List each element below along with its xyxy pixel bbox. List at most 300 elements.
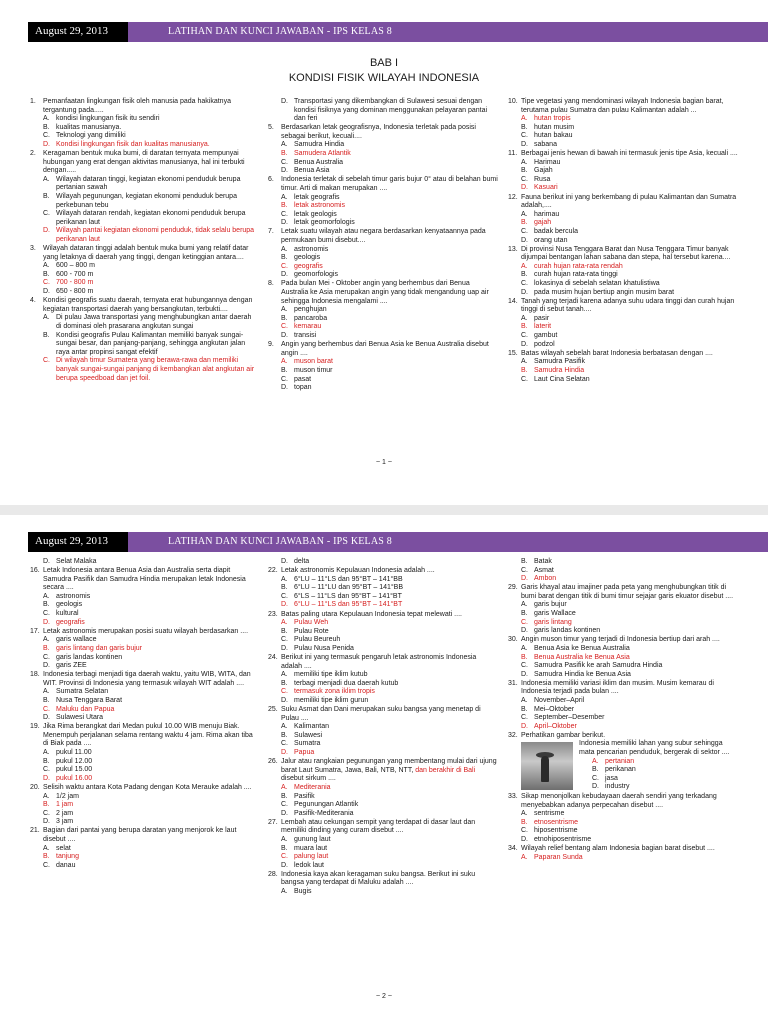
option-letter: D. xyxy=(281,98,288,105)
option-letter: C. xyxy=(521,827,528,835)
option xyxy=(30,662,258,671)
question-text: Wilayah dataran tinggi adalah bentuk muka bumi yang relatif datar yang letaknya di daerah yang tinggi, dengan ketinggian antara.... xyxy=(43,245,249,261)
question-item xyxy=(30,98,258,150)
highlighted-text: dan berakhir di Bali xyxy=(415,766,476,774)
option xyxy=(268,558,498,567)
question-number: 13. xyxy=(508,245,518,253)
question-item xyxy=(30,784,258,827)
option-text: 600 - 700 m xyxy=(56,270,94,278)
option-text: Selat Malaka xyxy=(56,558,97,565)
question-stem xyxy=(268,228,498,245)
question-text: Letak astronomis Kepulauan Indonesia adalah .... xyxy=(281,567,435,575)
option-letter: A. xyxy=(521,314,528,322)
option-text: hutan tropis xyxy=(534,115,571,123)
question-text: Batas wilayah sebelah barat Indonesia berbatasan dengan .... xyxy=(521,349,713,357)
option-letter: D. xyxy=(521,236,528,244)
option-letter: D. xyxy=(521,140,528,148)
option xyxy=(508,124,738,133)
option xyxy=(268,628,498,637)
continued-options xyxy=(268,558,498,567)
option-text: danau xyxy=(56,861,76,869)
option xyxy=(508,610,738,619)
page-separator xyxy=(0,505,768,515)
question-stem xyxy=(30,98,258,115)
answer-option xyxy=(508,263,738,272)
question-item xyxy=(508,680,738,732)
option-letter: B. xyxy=(521,323,528,331)
option-letter: A. xyxy=(521,853,528,861)
page-number: ~ 1 ~ xyxy=(376,459,392,466)
option-text: Batak xyxy=(534,558,552,565)
option-letter: A. xyxy=(43,592,50,600)
option-letter: B. xyxy=(592,766,599,774)
question-text: Fauna berikut ini yang berkembang di pulau Kalimantan dan Sumatra adalah,.... xyxy=(521,193,737,210)
option-text: garis landas kontinen xyxy=(56,653,123,661)
option-letter: C. xyxy=(43,132,50,140)
option-text: Samudra Hindia xyxy=(534,366,585,374)
option-text: geomorfologis xyxy=(294,271,338,279)
option-text: 2 jam xyxy=(56,809,74,817)
option-text: 6°LU – 11°LU dan 95°BT – 141°BB xyxy=(294,584,404,592)
option xyxy=(508,167,738,176)
question-item xyxy=(508,732,738,793)
question-item xyxy=(268,706,498,758)
answer-option xyxy=(268,358,498,367)
option xyxy=(508,237,738,246)
question-item xyxy=(508,246,738,298)
option xyxy=(508,671,738,680)
chapter-title xyxy=(0,56,768,86)
option xyxy=(268,254,498,263)
option-letter: B. xyxy=(43,697,50,704)
question-text: Pada bulan Mei - Oktober angin yang berhembus dari Benua Australia ke Asia merupakan angin yang tidak mengandung uap air sehingga Indonesia mengalami .... xyxy=(281,280,489,305)
option-text: muson barat xyxy=(294,358,333,366)
question-number: 28. xyxy=(268,870,278,878)
option-text: geologis xyxy=(56,601,83,609)
question-stem xyxy=(508,98,738,115)
question-number: 33. xyxy=(508,792,518,800)
question-stem xyxy=(508,350,738,359)
option-letter: D. xyxy=(521,340,528,348)
question-number: 20. xyxy=(30,783,40,791)
option-text: gambut xyxy=(534,332,558,340)
question-number: 19. xyxy=(30,723,40,731)
option-text: penghujan xyxy=(294,306,327,314)
option-letter: C. xyxy=(281,375,288,383)
option-text: transisi xyxy=(294,332,317,340)
answer-option xyxy=(268,601,498,610)
option-letter: D. xyxy=(281,644,288,652)
option-letter: D. xyxy=(281,861,288,869)
option xyxy=(508,706,738,715)
question-item xyxy=(508,845,738,862)
option-letter: A. xyxy=(521,810,528,818)
option-letter: A. xyxy=(43,314,50,322)
option-letter: D. xyxy=(281,809,288,817)
option-text: Asmat xyxy=(534,566,554,574)
option-letter: A. xyxy=(43,262,50,270)
option-text: selat xyxy=(56,844,71,852)
question-stem xyxy=(268,176,498,193)
option-letter: A. xyxy=(43,636,50,644)
question-item xyxy=(30,245,258,297)
option-text: 700 - 800 m xyxy=(56,279,94,287)
option-letter: A. xyxy=(281,783,288,791)
option xyxy=(30,610,258,619)
person-shape xyxy=(541,756,549,782)
option xyxy=(30,688,258,697)
option xyxy=(30,793,258,802)
answer-option xyxy=(30,801,258,810)
option-letter: C. xyxy=(43,610,50,618)
option-text: Wilayah pantai kegiatan ekonomi penduduk, tidak selalu berupa perikanan laut xyxy=(56,227,255,243)
question-stem xyxy=(30,567,258,593)
option xyxy=(268,801,498,810)
option-letter: B. xyxy=(281,731,288,739)
question-text: Keragaman bentuk muka bumi, di daratan ternyata mempunyai hubungan yang erat dengan aktivitas manusianya, hal ini terbukti dengan..... xyxy=(43,150,245,175)
question-stem xyxy=(508,732,738,741)
option xyxy=(30,714,258,723)
option-letter: D. xyxy=(281,219,288,227)
option-letter: A. xyxy=(281,723,288,731)
question-text: Pemanfaatan lingkungan fisik oleh manusia pada hakikatnya tergantung pada..... xyxy=(43,98,231,114)
option-text: hutan musim xyxy=(534,123,575,131)
question-number: 2. xyxy=(30,150,36,158)
option xyxy=(30,601,258,610)
question-text: Jika Rima berangkat dari Medan pukul 10.00 WIB menuju Biak. Menempuh perjalanan selama rentang waktu 4 jam. Rima akan tiba di Biak pada .... xyxy=(43,723,253,748)
question-number: 4. xyxy=(30,297,36,305)
option xyxy=(508,836,738,845)
option xyxy=(268,219,498,228)
option xyxy=(579,775,738,784)
option-letter: A. xyxy=(592,757,599,765)
option-letter: D. xyxy=(281,697,288,704)
option-letter: D. xyxy=(281,749,288,757)
option-letter: D. xyxy=(521,627,528,635)
option-text: Pegunungan Atlantik xyxy=(294,801,359,809)
option-text: curah hujan rata-rata tinggi xyxy=(534,271,618,279)
question-text: Angin yang berhembus dari Benua Asia ke Benua Australia disebut angin .... xyxy=(281,341,489,357)
option xyxy=(268,159,498,168)
question-stem xyxy=(508,298,738,315)
option-text: garis ZEE xyxy=(56,662,87,670)
question-text: Wilayah relief bentang alam Indonesia bagian barat disebut .... xyxy=(521,845,715,853)
option-text: gajah xyxy=(534,219,552,227)
option-text: pukul 12.00 xyxy=(56,757,93,765)
option-text: harimau xyxy=(534,210,560,218)
option-letter: D. xyxy=(521,670,528,678)
option xyxy=(30,749,258,758)
figure-block xyxy=(508,740,738,792)
option-text: curah hujan rata-rata rendah xyxy=(534,262,623,270)
option xyxy=(268,862,498,871)
question-text: Tanah yang terjadi karena adanya suhu udara tinggi dan curah hujan tinggi di sebut tanah.... xyxy=(521,297,735,314)
option-text: industry xyxy=(605,783,630,791)
option-text: orang utan xyxy=(534,236,568,244)
chapter-name: KONDISI FISIK WILAYAH INDONESIA xyxy=(288,72,480,84)
option-text: November–April xyxy=(534,697,585,704)
option xyxy=(30,862,258,871)
question-text: Kondisi geografis suatu daerah, ternyata erat hubungannya dengan kegiatan transportasi daerah yang bersangkutan, terbukti.... xyxy=(43,297,253,313)
option xyxy=(268,576,498,585)
question-stem xyxy=(268,706,498,723)
question-item xyxy=(30,671,258,723)
option-letter: C. xyxy=(281,636,288,644)
option-text: 3 jam xyxy=(56,818,74,826)
option-letter: A. xyxy=(281,193,288,201)
question-number: 1. xyxy=(30,98,36,105)
question-number: 9. xyxy=(268,341,274,349)
option-letter: C. xyxy=(521,566,528,574)
question-stem xyxy=(30,827,258,844)
option-letter: C. xyxy=(281,688,288,696)
question-number: 34. xyxy=(508,845,518,853)
option xyxy=(268,141,498,150)
option xyxy=(30,132,258,141)
option-letter: D. xyxy=(43,558,50,565)
option xyxy=(268,740,498,749)
option-text: Sulawesi Utara xyxy=(56,714,104,722)
option-text: Kondisi geografis Pulau Kalimantan memiliki banyak sungai-sungai besar, dan panjang-panjang, sehingga angkutan jalan raya antar propinsi sangat efektif xyxy=(56,331,246,356)
question-item xyxy=(508,194,738,246)
option-letter: C. xyxy=(281,210,288,218)
option xyxy=(508,697,738,706)
option xyxy=(268,645,498,654)
question-text: Tipe vegetasi yang mendominasi wilayah Indonesia bagian barat, terutama pulau Sumatra dan pulau Kalimantan adalah ... xyxy=(521,98,724,114)
option-letter: A. xyxy=(281,888,288,896)
option xyxy=(30,271,258,280)
continued-options xyxy=(508,558,738,584)
option-letter: B. xyxy=(43,601,50,609)
question-item xyxy=(30,827,258,870)
option xyxy=(268,194,498,203)
option-text: etnosentrisme xyxy=(534,818,578,826)
option xyxy=(508,358,738,367)
option-text: Pulau Weh xyxy=(294,619,329,627)
option-text: podzol xyxy=(534,340,555,348)
question-text: Indonesia memiliki variasi iklim dan musim. Musim kemarau di Indonesia terjadi pada bulan .... xyxy=(521,679,714,696)
option-text: perikanan xyxy=(605,766,636,774)
answer-option xyxy=(30,619,258,628)
question-stem xyxy=(268,341,498,358)
option-letter: B. xyxy=(281,679,288,687)
answer-option xyxy=(508,323,738,332)
option-letter: A. xyxy=(281,836,288,843)
option-text: 1/2 jam xyxy=(56,792,79,800)
question-number: 27. xyxy=(268,818,278,826)
option-letter: B. xyxy=(521,271,528,279)
option-text: garis Wallace xyxy=(534,610,576,618)
option-text: pancaroba xyxy=(294,314,328,322)
answer-option xyxy=(268,784,498,793)
option xyxy=(30,758,258,767)
figure-caption: Indonesia memiliki lahan yang subur sehingga mata pencarian penduduk, bergerak di sektor .... xyxy=(579,740,730,757)
option-letter: C. xyxy=(281,158,288,166)
option-text: topan xyxy=(294,384,312,392)
option-letter: C. xyxy=(281,262,288,270)
option xyxy=(30,332,258,358)
question-text: Bagian dari pantai yang berupa daratan yang menjorok ke laut disebut .... xyxy=(43,827,237,843)
question-item xyxy=(268,758,498,818)
option xyxy=(508,211,738,220)
option-text: 6°LU – 11°LS dan 95°BT – 141°BT xyxy=(294,601,403,609)
question-stem xyxy=(30,723,258,749)
question-item xyxy=(508,793,738,845)
question-item xyxy=(508,98,738,150)
question-stem xyxy=(30,150,258,176)
option-text: Benua Australia ke Benua Asia xyxy=(534,653,630,661)
answer-option xyxy=(30,645,258,654)
option-letter: C. xyxy=(43,279,50,287)
option-letter: C. xyxy=(521,375,528,383)
option-text: tanjung xyxy=(56,853,79,861)
question-text: Sikap menonjolkan kebudayaan daerah sendiri yang terkadang menyebabkan adanya perpecahan disebut .... xyxy=(521,792,717,809)
option-letter: A. xyxy=(521,210,528,218)
question-item xyxy=(268,567,498,610)
question-item xyxy=(268,228,498,280)
option xyxy=(508,662,738,671)
question-number: 15. xyxy=(508,349,518,357)
answer-option xyxy=(268,263,498,272)
option-letter: B. xyxy=(43,644,50,652)
option-text: 6°LU – 11°LS dan 95°BT – 141°BB xyxy=(294,575,403,583)
question-text: Letak Indonesia antara Benua Asia dan Australia serta diapit Samudra Pasifik dan Samudra Hindia merupakan letak Indonesia secara .... xyxy=(43,567,246,592)
question-number: 14. xyxy=(508,297,518,305)
option xyxy=(268,793,498,802)
option-text: Samudra Hindia ke Benua Asia xyxy=(534,670,631,678)
option-text: Benua Asia ke Benua Australia xyxy=(534,644,630,652)
question-stem xyxy=(30,784,258,793)
option xyxy=(268,636,498,645)
option-letter: D. xyxy=(592,783,599,791)
option-letter: C. xyxy=(43,357,50,365)
option-text: badak bercula xyxy=(534,227,578,235)
option-letter: D. xyxy=(43,662,50,670)
option-text: Papua xyxy=(294,749,315,757)
question-number: 7. xyxy=(268,228,274,236)
option xyxy=(508,159,738,168)
answer-option xyxy=(508,184,738,193)
option xyxy=(508,376,738,385)
option xyxy=(268,584,498,593)
question-item xyxy=(30,723,258,783)
question-stem xyxy=(508,584,738,601)
option xyxy=(30,176,258,193)
option-text: astronomis xyxy=(294,245,329,253)
option-text: Paparan Sunda xyxy=(534,853,583,861)
option-text: Sumatra xyxy=(294,740,321,748)
answer-option xyxy=(508,819,738,828)
option-text: Samudera Atlantik xyxy=(294,150,351,158)
answer-option xyxy=(508,723,738,732)
option-letter: D. xyxy=(43,818,50,826)
question-stem xyxy=(30,297,258,314)
option xyxy=(30,262,258,271)
option-letter: B. xyxy=(281,584,288,592)
option xyxy=(268,810,498,819)
option-letter: B. xyxy=(281,314,288,322)
answer-option xyxy=(508,654,738,663)
question-column-3 xyxy=(508,98,738,385)
option-letter: B. xyxy=(521,610,528,618)
option xyxy=(30,818,258,827)
option-letter: D. xyxy=(43,774,50,782)
option xyxy=(508,558,738,567)
option-letter: A. xyxy=(281,671,288,679)
answer-option xyxy=(30,357,258,383)
option-text: laterit xyxy=(534,323,552,331)
option-text: Laut Cina Selatan xyxy=(534,375,590,383)
option-letter: A. xyxy=(43,688,50,696)
question-text: Batas paling utara Kepulauan Indonesia tepat melewati .... xyxy=(281,610,462,618)
question-column-1 xyxy=(30,558,258,871)
question-text: Berdasarkan letak geografisnya, Indonesia terletak pada posisi sebagai berikut, kecuali.... xyxy=(281,124,476,140)
option-text: astronomis xyxy=(56,592,91,600)
option-letter: D. xyxy=(521,835,528,843)
question-number: 12. xyxy=(508,193,518,201)
question-item xyxy=(268,124,498,176)
answer-option xyxy=(268,853,498,862)
option-letter: B. xyxy=(43,757,50,765)
option xyxy=(508,810,738,819)
option xyxy=(30,845,258,854)
option xyxy=(30,810,258,819)
answer-option xyxy=(268,619,498,628)
question-number: 25. xyxy=(268,706,278,714)
question-text: Letak suatu wilayah atau negara berdasarkan kenyataannya pada permukaan bumi disebut.... xyxy=(281,228,486,244)
question-text: Suku Asmat dan Dani merupakan suku bangsa yang menetap di Pulau .... xyxy=(281,706,481,722)
question-stem xyxy=(30,245,258,262)
question-number: 17. xyxy=(30,627,40,635)
option-text: September–Desember xyxy=(534,714,605,722)
question-stem xyxy=(268,819,498,836)
answer-option xyxy=(268,749,498,758)
option-letter: C. xyxy=(43,809,50,817)
option-text: Mediterania xyxy=(294,783,331,791)
option-letter: A. xyxy=(43,175,50,183)
option-text: Mei–Oktober xyxy=(534,705,575,713)
option-text: gunung laut xyxy=(294,836,331,843)
option xyxy=(268,697,498,706)
option-letter: C. xyxy=(281,801,288,809)
option-letter: C. xyxy=(521,175,528,183)
option-letter: B. xyxy=(281,254,288,262)
option xyxy=(268,98,498,124)
option-text: Gajah xyxy=(534,167,553,175)
question-text: Perhatikan gambar berikut. xyxy=(521,731,606,739)
option-letter: C. xyxy=(521,332,528,340)
question-column-2 xyxy=(268,558,498,897)
option-letter: A. xyxy=(281,575,288,583)
question-stem xyxy=(268,567,498,576)
option-text: Di wilayah timur Sumatera yang berawa-rawa dan memiliki banyak sungai-sungai panjang di kembangkan alat angkutan air berupa speedboad dan jet foil. xyxy=(56,357,255,382)
question-stem xyxy=(508,793,738,810)
option-text: Wilayah dataran tinggi, kegiatan ekonomi penduduk berupa pertanian sawah xyxy=(56,175,241,192)
question-item xyxy=(30,150,258,245)
option-text: Di pulau Jawa transportasi yang menghubungkan antar daerah di dominasi oleh prasarana angkutan sungai xyxy=(56,314,252,330)
option-text: muara laut xyxy=(294,844,328,852)
question-text: Berikut ini yang termasuk pengaruh letak astronomis Indonesia adalah .... xyxy=(281,654,477,670)
option xyxy=(579,766,738,775)
option-text: geologis xyxy=(294,254,321,262)
option-letter: B. xyxy=(43,853,50,861)
option xyxy=(30,636,258,645)
option-text: pertanian xyxy=(605,757,635,765)
option xyxy=(30,697,258,706)
question-item xyxy=(268,176,498,228)
option-text: palung laut xyxy=(294,853,329,861)
continued-options xyxy=(30,558,258,567)
